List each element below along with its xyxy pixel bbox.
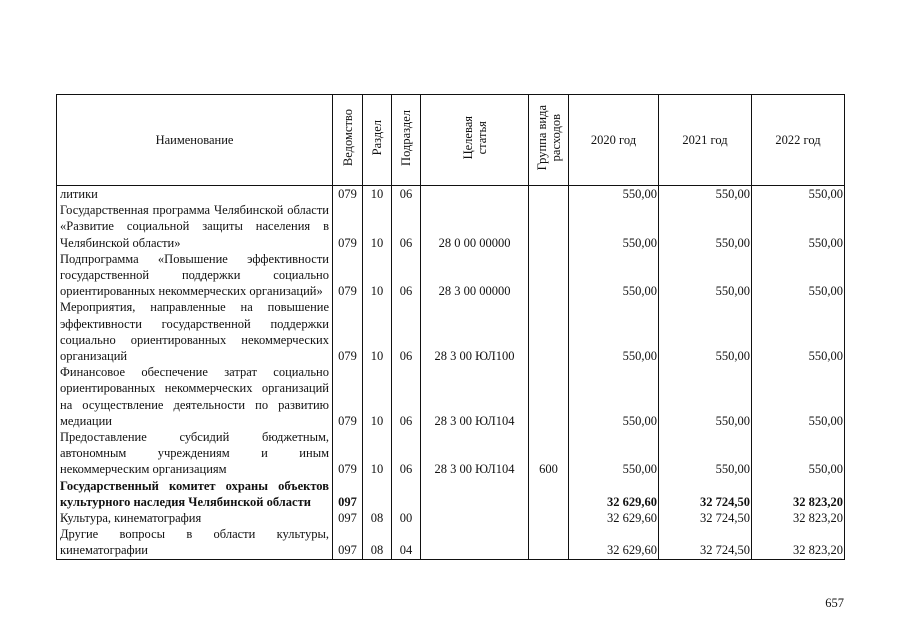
table-body — [57, 186, 845, 560]
cell-2020: 550,00 — [569, 429, 659, 478]
table-row — [57, 186, 845, 203]
cell-podrazdel: 06 — [392, 364, 421, 429]
header-2021 — [659, 95, 752, 186]
cell-razdel: 10 — [363, 364, 392, 429]
header-vedomstvo-label: Ведомство — [340, 109, 355, 167]
header-celevaya-statya — [421, 95, 529, 186]
header-vedomstvo — [333, 95, 363, 186]
cell-podrazdel: 06 — [392, 202, 421, 251]
cell-name: Подпрограмма «Повышение эффективности государственной поддержки социально ориентированных некоммерческих организаций» — [57, 251, 333, 300]
cell-2020: 32 629,60 — [569, 526, 659, 559]
cell-2021: 550,00 — [659, 251, 752, 300]
page-number: 657 — [825, 596, 844, 610]
table-row — [57, 510, 845, 526]
cell-gruppa — [529, 478, 569, 510]
cell-2020: 550,00 — [569, 299, 659, 364]
cell-podrazdel — [392, 478, 421, 510]
cell-2022: 32 823,20 — [752, 526, 845, 559]
cell-podrazdel: 06 — [392, 186, 421, 203]
cell-2021: 32 724,50 — [659, 478, 752, 510]
cell-vedomstvo: 079 — [333, 202, 363, 251]
cell-2021: 550,00 — [659, 202, 752, 251]
cell-2021: 550,00 — [659, 299, 752, 364]
cell-vedomstvo: 079 — [333, 364, 363, 429]
cell-vedomstvo: 097 — [333, 478, 363, 510]
cell-celevaya-statya — [421, 478, 529, 510]
cell-vedomstvo: 079 — [333, 186, 363, 203]
cell-gruppa — [529, 202, 569, 251]
cell-2022: 550,00 — [752, 429, 845, 478]
cell-celevaya-statya — [421, 186, 529, 203]
cell-2021: 550,00 — [659, 429, 752, 478]
cell-vedomstvo: 079 — [333, 251, 363, 300]
table-row — [57, 299, 845, 364]
cell-2022: 550,00 — [752, 251, 845, 300]
cell-razdel — [363, 478, 392, 510]
cell-podrazdel: 06 — [392, 251, 421, 300]
cell-razdel: 10 — [363, 299, 392, 364]
cell-gruppa — [529, 526, 569, 559]
header-2020 — [569, 95, 659, 186]
header-celevaya-statya-label — [461, 116, 489, 159]
header-gruppa-line1: Группа вида — [534, 105, 549, 171]
cell-celevaya-statya — [421, 526, 529, 559]
header-celevaya-line2: статья — [474, 121, 489, 155]
cell-2022: 550,00 — [752, 186, 845, 203]
cell-podrazdel: 06 — [392, 429, 421, 478]
cell-celevaya-statya: 28 3 00 ЮЛ104 — [421, 364, 529, 429]
cell-razdel: 10 — [363, 186, 392, 203]
table-row — [57, 202, 845, 251]
cell-gruppa: 600 — [529, 429, 569, 478]
header-2021-label: 2021 год — [682, 132, 728, 147]
cell-razdel: 10 — [363, 251, 392, 300]
budget-table — [56, 94, 845, 560]
cell-2022: 550,00 — [752, 202, 845, 251]
cell-2021: 550,00 — [659, 364, 752, 429]
cell-name: Культура, кинематография — [57, 510, 333, 526]
table-row — [57, 429, 845, 478]
cell-2022: 550,00 — [752, 299, 845, 364]
cell-name: Финансовое обеспечение затрат социально ориентированных некоммерческих организаций на осуществление деятельности по развитию медиации — [57, 364, 333, 429]
cell-2020: 550,00 — [569, 364, 659, 429]
header-gruppa-vida-rashodov — [529, 95, 569, 186]
header-name — [57, 95, 333, 186]
cell-name: Предоставление субсидий бюджетным, автономным учреждениям и иным некоммерческим организациям — [57, 429, 333, 478]
cell-podrazdel: 04 — [392, 526, 421, 559]
table-row — [57, 526, 845, 559]
cell-celevaya-statya: 28 0 00 00000 — [421, 202, 529, 251]
cell-2020: 550,00 — [569, 202, 659, 251]
cell-name: Другие вопросы в области культуры, кинематографии — [57, 526, 333, 559]
cell-razdel: 08 — [363, 526, 392, 559]
cell-2021: 550,00 — [659, 186, 752, 203]
cell-2020: 550,00 — [569, 251, 659, 300]
cell-vedomstvo: 097 — [333, 526, 363, 559]
header-podrazdel-label: Подраздел — [399, 110, 413, 166]
header-podrazdel — [392, 95, 421, 186]
header-razdel-label: Раздел — [370, 120, 384, 156]
cell-name: литики — [57, 186, 333, 203]
cell-gruppa — [529, 186, 569, 203]
cell-2020: 550,00 — [569, 186, 659, 203]
cell-razdel: 08 — [363, 510, 392, 526]
cell-razdel: 10 — [363, 202, 392, 251]
header-gruppa-label — [535, 105, 563, 170]
cell-gruppa — [529, 299, 569, 364]
budget-table-page — [56, 94, 844, 560]
cell-podrazdel: 06 — [392, 299, 421, 364]
cell-vedomstvo: 079 — [333, 429, 363, 478]
cell-celevaya-statya: 28 3 00 00000 — [421, 251, 529, 300]
cell-vedomstvo: 079 — [333, 299, 363, 364]
table-header-row — [57, 95, 845, 186]
cell-razdel: 10 — [363, 429, 392, 478]
cell-celevaya-statya: 28 3 00 ЮЛ104 — [421, 429, 529, 478]
header-gruppa-line2: расходов — [548, 114, 563, 162]
cell-gruppa — [529, 364, 569, 429]
table-row — [57, 364, 845, 429]
cell-2022: 550,00 — [752, 364, 845, 429]
cell-vedomstvo: 097 — [333, 510, 363, 526]
header-celevaya-line1: Целевая — [460, 116, 475, 160]
table-row — [57, 251, 845, 300]
cell-podrazdel: 00 — [392, 510, 421, 526]
cell-2021: 32 724,50 — [659, 526, 752, 559]
cell-2020: 32 629,60 — [569, 478, 659, 510]
cell-gruppa — [529, 251, 569, 300]
cell-2022: 32 823,20 — [752, 510, 845, 526]
cell-name: Государственная программа Челябинской области «Развитие социальной защиты населения в Челябинской области» — [57, 202, 333, 251]
header-razdel — [363, 95, 392, 186]
cell-celevaya-statya: 28 3 00 ЮЛ100 — [421, 299, 529, 364]
cell-2022: 32 823,20 — [752, 478, 845, 510]
cell-2020: 32 629,60 — [569, 510, 659, 526]
table-row — [57, 478, 845, 510]
header-name-label: Наименование — [155, 132, 234, 147]
cell-gruppa — [529, 510, 569, 526]
cell-name: Государственный комитет охраны объектов культурного наследия Челябинской области — [57, 478, 333, 510]
header-2022-label: 2022 год — [775, 132, 821, 147]
header-2022 — [752, 95, 845, 186]
cell-2021: 32 724,50 — [659, 510, 752, 526]
cell-name: Мероприятия, направленные на повышение эффективности государственной поддержки социально ориентированных некоммерческих организаций — [57, 299, 333, 364]
header-2020-label: 2020 год — [590, 132, 637, 147]
cell-celevaya-statya — [421, 510, 529, 526]
